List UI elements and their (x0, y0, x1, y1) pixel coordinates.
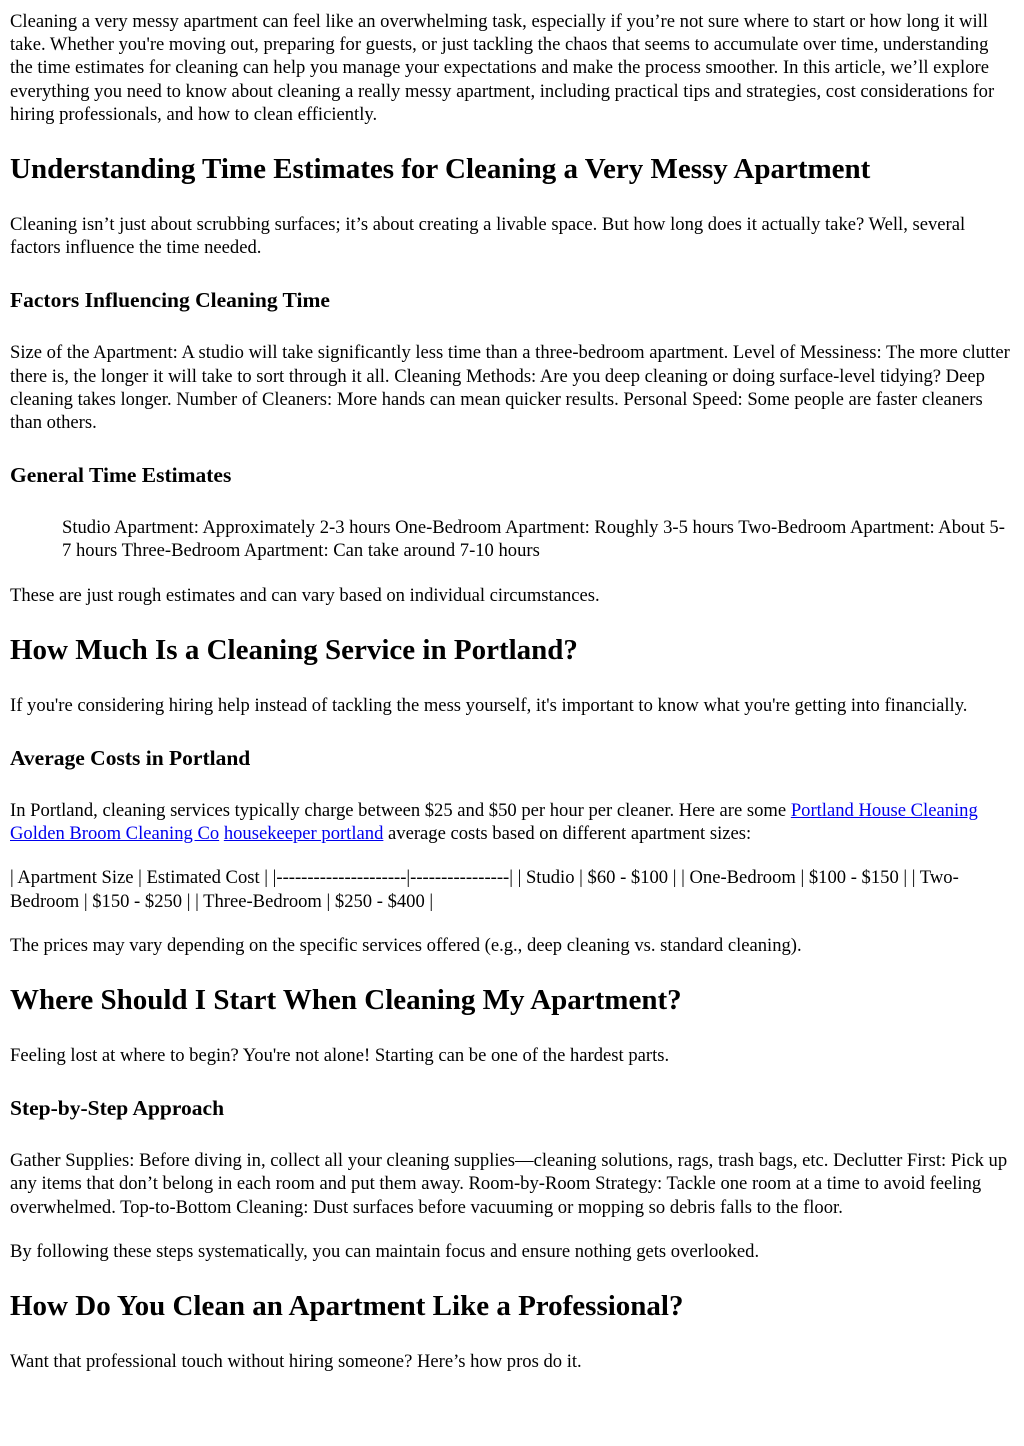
link-golden-broom-cleaning[interactable]: Golden Broom Cleaning Co (10, 823, 220, 845)
section-paragraph: Feeling lost at where to begin? You're not alone! Starting can be one of the hardest parts. (10, 1045, 670, 1067)
subheading-average-costs: Average Costs in Portland (10, 746, 251, 771)
estimates-indented-text: Studio Apartment: Approximately 2-3 hours One-Bedroom Apartment: Roughly 3-5 hours Two-Bedroom Apartment: About 5-7 hours Three-Bedroom Apartment: Can take around 7-10 hours (62, 517, 1005, 562)
section-heading-where-to-start: Where Should I Start When Cleaning My Apartment? (10, 984, 682, 1017)
costs-paragraph (10, 799, 1014, 845)
estimates-note: These are just rough estimates and can vary based on individual circumstances. (10, 584, 600, 606)
steps-note: By following these steps systematically, you can maintain focus and ensure nothing gets overlooked. (10, 1240, 760, 1262)
steps-paragraph: Gather Supplies: Before diving in, collect all your cleaning supplies—cleaning solutions, rags, trash bags, etc. Declutter First: Pick up any items that don’t belong in each room and put them away. Room-by-Room Strategy: Tackle one room at a time to avoid feeling overwhelmed. Top-to-Bottom Cleaning: Dust surfaces before vacuuming or mopping so debris falls to the floor. (10, 1150, 1008, 1218)
cost-table-text: | Apartment Size | Estimated Cost | |---------------------|----------------| | Studio | $60 - $100 | | One-Bedroom | $100 - $150 | | Two-Bedroom | $150 - $250 | | Three-Bedroom | $250 - $400 | (10, 867, 959, 912)
subheading-factors: Factors Influencing Cleaning Time (10, 288, 330, 313)
section-heading-time-estimates: Understanding Time Estimates for Cleaning a Very Messy Apartment (10, 153, 871, 186)
factors-paragraph: Size of the Apartment: A studio will take significantly less time than a three-bedroom apartment. Level of Messiness: The more clutter there is, the longer it will take to sort through it all. Cleaning Methods: Are you deep cleaning or doing surface-level tidying? Deep cleaning takes longer. Number of Cleaners: More hands can mean quicker results. Personal Speed: Some people are faster cleaners than others. (10, 342, 1010, 434)
section-heading-portland-cost: How Much Is a Cleaning Service in Portland? (10, 633, 578, 666)
intro-paragraph: Cleaning a very messy apartment can feel like an overwhelming task, especially if you’re not sure where to start or how long it will take. Whether you're moving out, preparing for guests, or just tackling the chaos that seems to accumulate over time, understanding the time estimates for cleaning can help you manage your expectations and make the process smoother. In this article, we’ll explore everything you need to know about cleaning a really messy apartment, including practical tips and strategies, cost considerations for hiring professionals, and how to clean efficiently. (10, 11, 995, 125)
section-paragraph: Cleaning isn’t just about scrubbing surfaces; it’s about creating a livable space. But how long does it actually take? Well, several factors influence the time needed. (10, 214, 966, 259)
costs-text-before: In Portland, cleaning services typically charge between $25 and $50 per hour per cleaner. Here are some (10, 800, 791, 822)
section-heading-clean-like-pro: How Do You Clean an Apartment Like a Professional? (10, 1290, 684, 1323)
subheading-general-estimates: General Time Estimates (10, 463, 232, 488)
link-housekeeper-portland[interactable]: housekeeper portland (223, 823, 384, 845)
costs-text-after: average costs based on different apartment sizes: (383, 823, 752, 845)
link-portland-house-cleaning[interactable]: Portland House Cleaning (790, 800, 978, 822)
cost-note: The prices may vary depending on the specific services offered (e.g., deep cleaning vs. standard cleaning). (10, 934, 802, 956)
section-paragraph: If you're considering hiring help instead of tackling the mess yourself, it's important to know what you're getting into financially. (10, 694, 968, 716)
subheading-step-by-step: Step-by-Step Approach (10, 1096, 225, 1121)
section-paragraph: Want that professional touch without hiring someone? Here’s how pros do it. (10, 1351, 582, 1373)
